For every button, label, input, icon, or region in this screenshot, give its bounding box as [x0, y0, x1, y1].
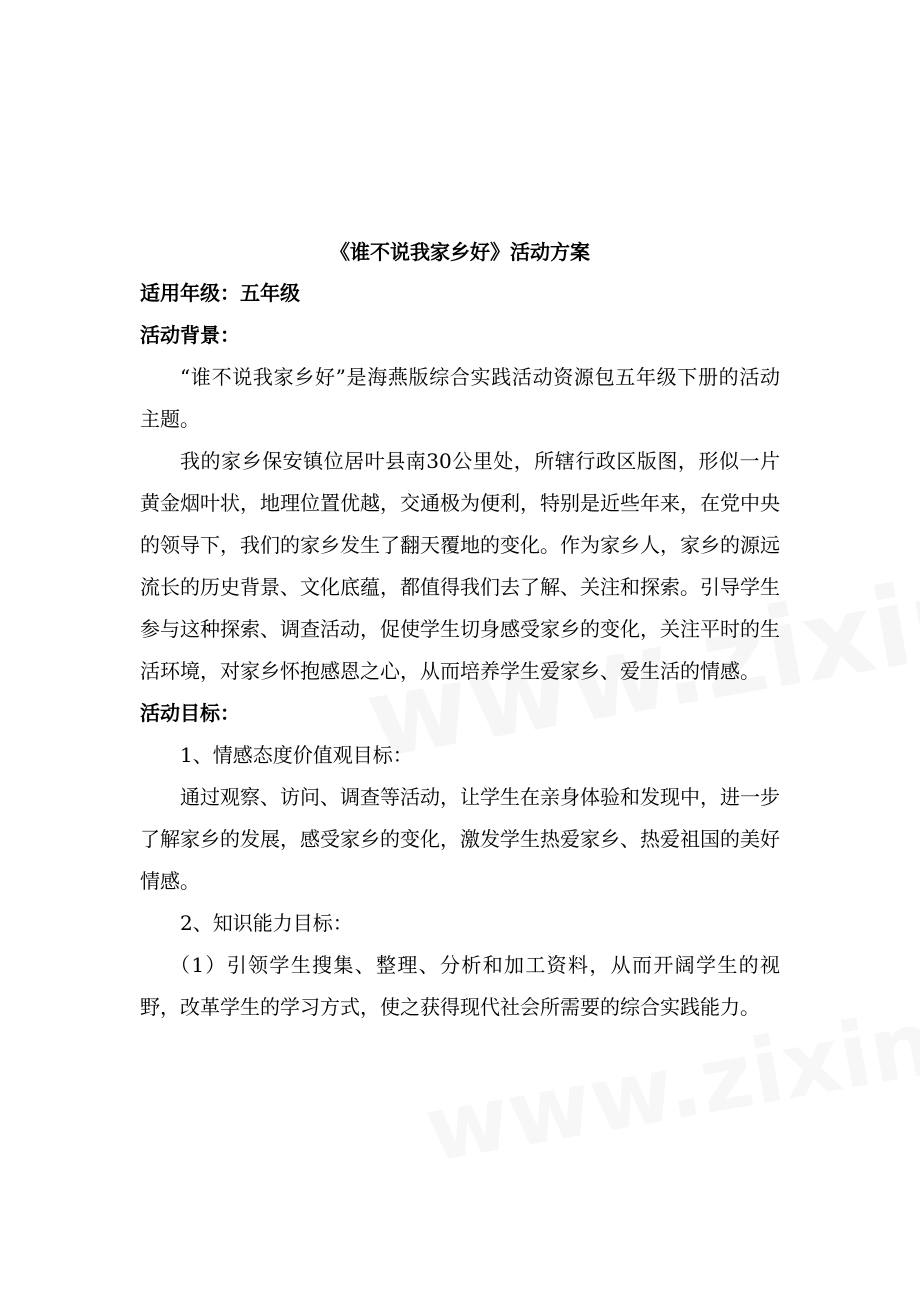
- goal-2-item-1: （1）引领学生搜集、整理、分析和加工资料，从而开阔学生的视野，改革学生的学习方式，使之获得现代社会所需要的综合实践能力。: [140, 953, 780, 1019]
- goal-2-heading: 2、知识能力目标：: [180, 911, 353, 935]
- goal-1-text: 通过观察、访问、调查等活动，让学生在亲身体验和发现中，进一步了解家乡的发展，感受家乡的变化，激发学生热爱家乡、热爱祖国的美好情感。: [140, 785, 780, 893]
- background-paragraph-2: 我的家乡保安镇位居叶县南30公里处，所辖行政区版图，形似一片黄金烟叶状，地理位置优越，交通极为便利，特别是近些年来，在党中央的领导下，我们的家乡发生了翻天覆地的变化。作为家乡人，家乡的源远流长的历史背景、文化底蕴，都值得我们去了解、关注和探索。引导学生参与这种探索、调查活动，促使学生切身感受家乡的变化，关注平时的生活环境，对家乡怀抱感恩之心，从而培养学生爱家乡、爱生活的情感。: [140, 449, 780, 683]
- document-title: 《谁不说我家乡好》活动方案: [330, 240, 590, 264]
- grade-line: 适用年级：五年级: [140, 281, 300, 305]
- background-paragraph-1: “谁不说我家乡好”是海燕版综合实践活动资源包五年级下册的活动主题。: [140, 365, 780, 431]
- goal-1-heading: 1、情感态度价值观目标：: [180, 743, 413, 767]
- goals-heading: 活动目标：: [140, 701, 240, 725]
- document-body: [140, 232, 780, 1028]
- background-heading: 活动背景：: [140, 323, 240, 347]
